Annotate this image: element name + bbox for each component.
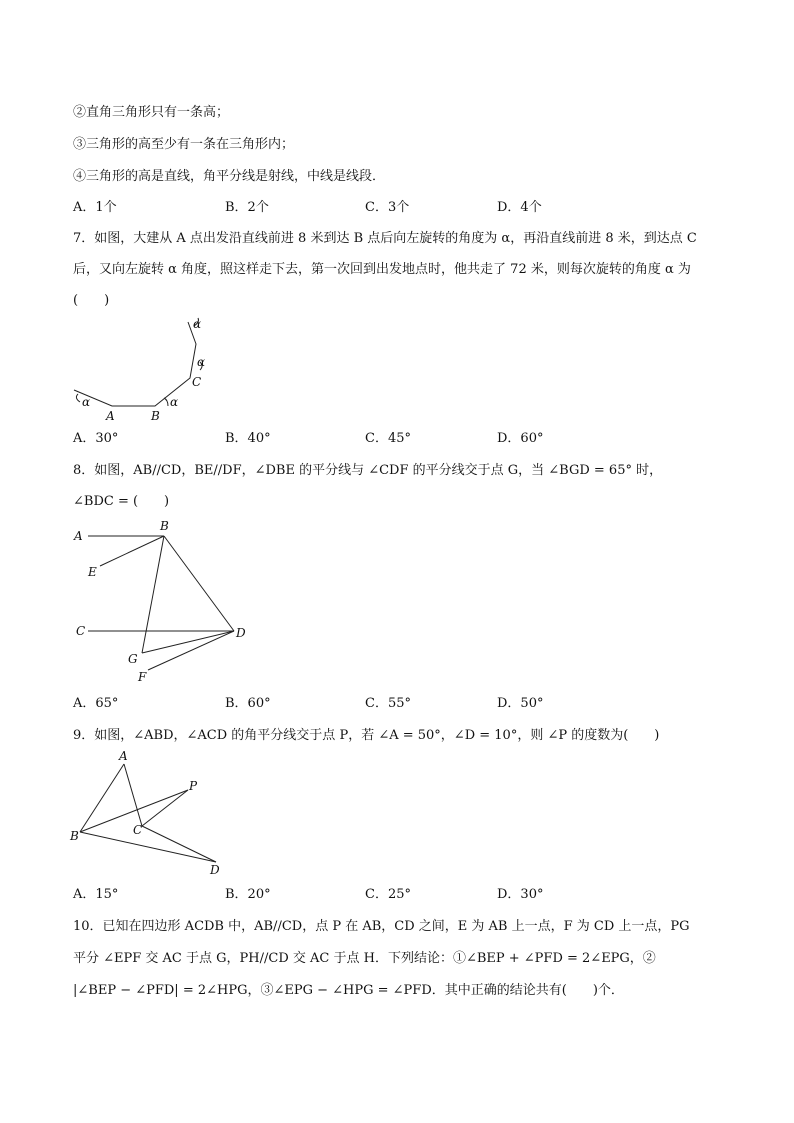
q6-option-c: C．3个 [365, 200, 410, 215]
q8-label-c: C [76, 624, 86, 638]
q8-line-df [148, 631, 234, 670]
q7-label-alpha-4: α [193, 317, 202, 331]
q7-label-alpha-2: α [170, 395, 179, 409]
q8-label-g: G [128, 652, 138, 666]
q7-label-alpha-1: α [82, 395, 91, 409]
q8-option-a: A．65° [73, 696, 119, 711]
q7-alpha-arc-a [76, 394, 80, 402]
statement-4: ④三角形的高是直线，角平分线是射线，中线是线段． [73, 169, 386, 184]
q6-options [73, 199, 723, 217]
q7-label-c: C [192, 375, 202, 389]
q7-label-a: A [106, 409, 115, 423]
q9-label-c: C [133, 823, 143, 837]
q9-label-b: B [70, 829, 79, 843]
q10-line-3: |∠BEP − ∠PFD| = 2∠HPG，③∠EPG − ∠HPG = ∠PFD．其中正确的结论共有( )个． [73, 983, 624, 998]
q9-line-cp [142, 790, 188, 826]
q6-option-d: D．4个 [497, 200, 542, 215]
q9-label-a: A [119, 749, 128, 763]
q9-line-bd [80, 832, 216, 862]
q9-option-a: A．15° [73, 887, 119, 902]
q8-line-be [100, 536, 164, 566]
q9-option-c: C．25° [365, 887, 411, 902]
q7-option-c: C．45° [365, 431, 411, 446]
q9-line-ac [124, 764, 142, 826]
q8-label-a: A [74, 529, 83, 543]
q8-label-f: F [138, 670, 147, 684]
q7-option-b: B．40° [225, 431, 271, 446]
q8-line-1: 8．如图，AB//CD，BE//DF，∠DBE 的平分线与 ∠CDF 的平分线交于点 G，当 ∠BGD = 65° 时， [73, 463, 663, 478]
statement-2: ②直角三角形只有一条高； [73, 105, 230, 120]
q9-options [73, 886, 723, 904]
q7-line-3: ( ) [73, 293, 110, 308]
q8-line-bg [142, 536, 164, 653]
q6-option-b: B．2个 [225, 200, 269, 215]
q8-options [73, 695, 723, 713]
q10-line-1: 10．已知在四边形 ACDB 中，AB//CD，点 P 在 AB，CD 之间，E 为 AB 上一点，F 为 CD 上一点，PG [73, 919, 690, 934]
q8-label-b: B [160, 519, 169, 533]
q7-option-d: D．60° [497, 431, 544, 446]
q8-figure [66, 518, 266, 688]
q6-option-a: A．1个 [73, 200, 117, 215]
q9-label-d: D [210, 863, 220, 877]
q9-line-cd [142, 826, 216, 862]
q8-label-d: D [236, 626, 246, 640]
q7-line-1: 7．如图，大建从 A 点出发沿直线前进 8 米到达 B 点后向左旋转的角度为 α，再沿直线前进 8 米，到达点 C [73, 231, 697, 246]
q10-line-2: 平分 ∠EPF 交 AC 于点 G，PH//CD 交 AC 于点 H．下列结论：①∠BEP + ∠PFD = 2∠EPG，② [73, 951, 656, 966]
q9-figure [66, 749, 236, 878]
statement-3: ③三角形的高至少有一条在三角形内； [73, 137, 295, 152]
q8-line-2: ∠BDC = ( ) [73, 494, 170, 509]
q9-line-ab [80, 764, 124, 832]
q7-option-a: A．30° [73, 431, 119, 446]
q9-option-d: D．30° [497, 887, 544, 902]
q8-option-c: C．55° [365, 696, 411, 711]
q8-option-d: D．50° [497, 696, 544, 711]
q9-option-b: B．20° [225, 887, 271, 902]
q9-line-1: 9．如图，∠ABD，∠ACD 的角平分线交于点 P，若 ∠A = 50°，∠D = 10°，则 ∠P 的度数为( ) [73, 728, 660, 743]
q7-figure [60, 310, 230, 430]
q8-option-b: B．60° [225, 696, 271, 711]
q7-line-2: 后，又向左旋转 α 角度，照这样走下去，第一次回到出发地点时，他共走了 72 米，则每次旋转的角度 α 为 [73, 262, 691, 277]
q9-label-p: P [189, 779, 198, 793]
q7-label-alpha-3: α [197, 355, 206, 369]
q7-options [73, 430, 723, 448]
q8-line-bd [164, 536, 234, 631]
q8-line-dg [142, 631, 234, 653]
q7-alpha-arc-b [164, 398, 168, 406]
q7-path [74, 322, 196, 406]
q7-label-b: B [151, 409, 160, 423]
q8-label-e: E [88, 565, 97, 579]
